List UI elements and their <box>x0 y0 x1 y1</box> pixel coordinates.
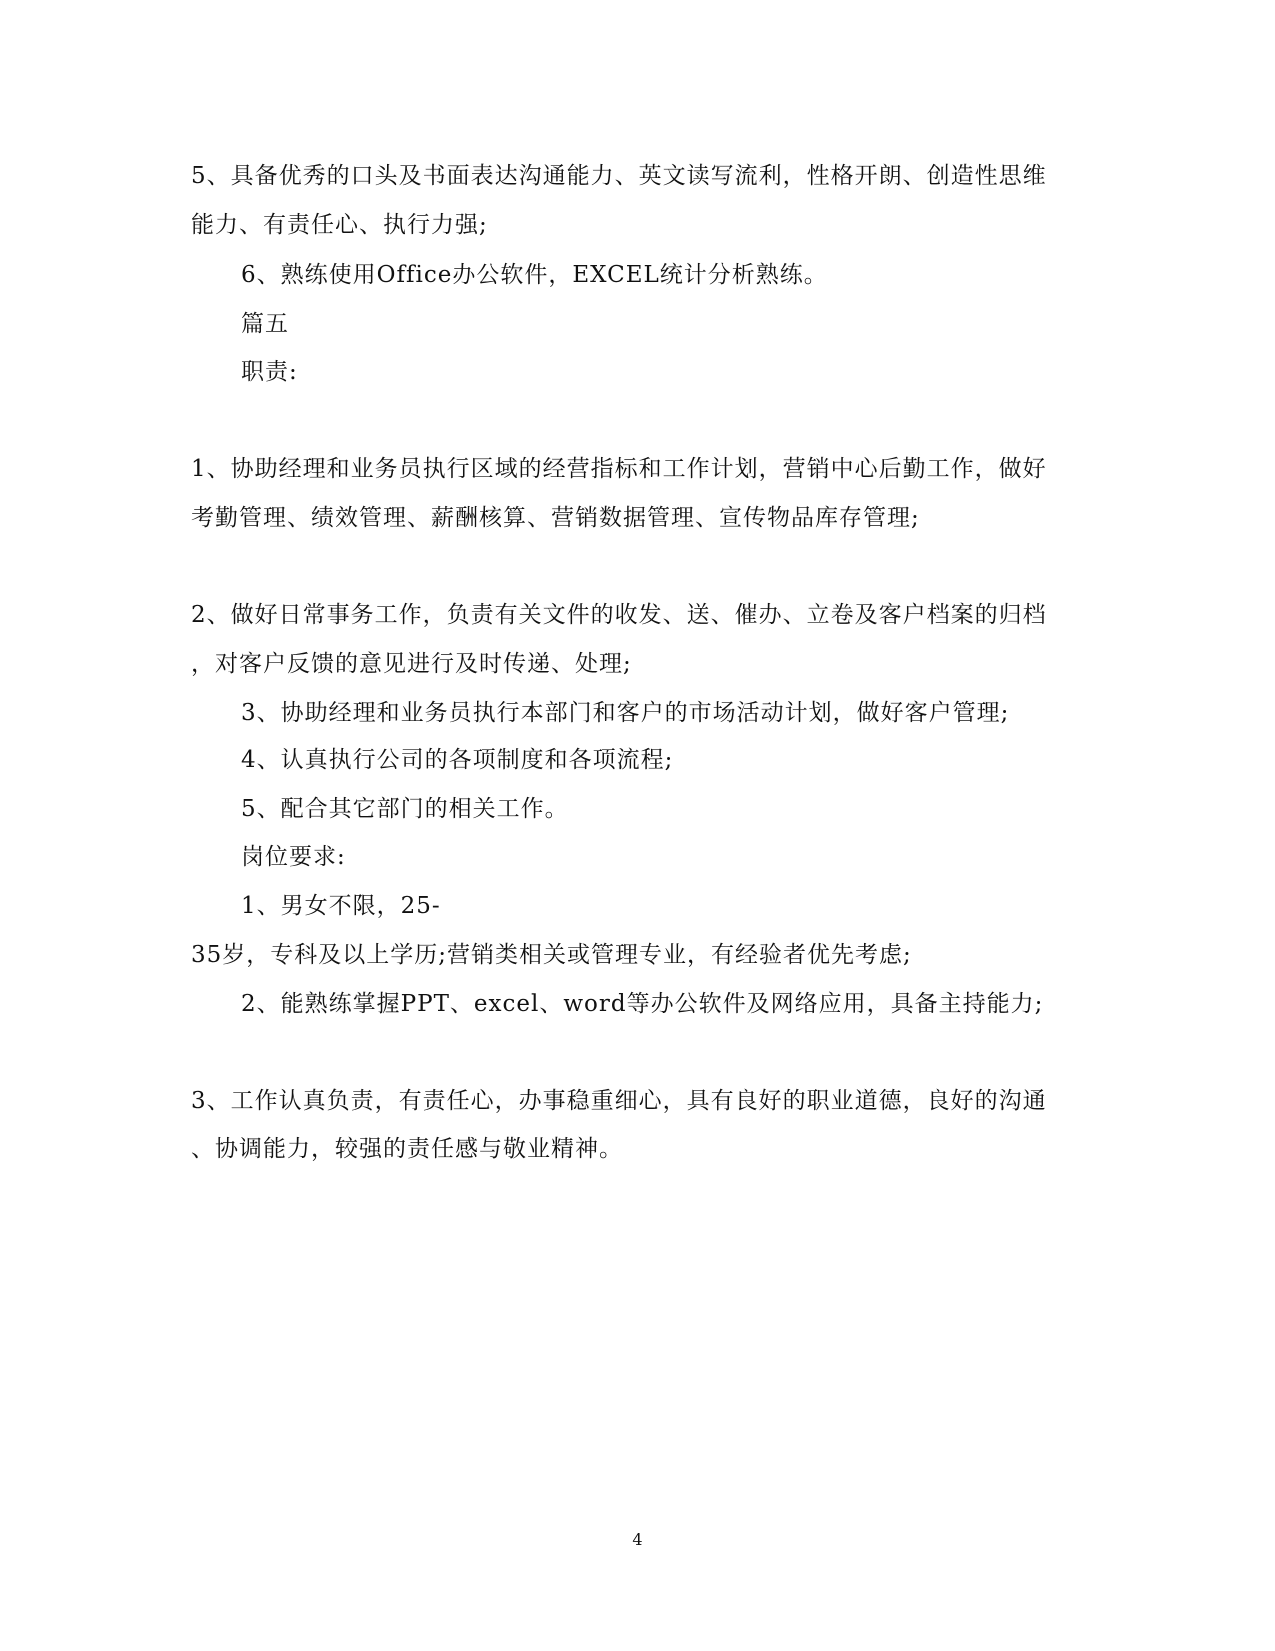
text-line: 3、工作认真负责，有责任心，办事稳重细心，具有良好的职业道德，良好的沟通 <box>191 1088 1047 1114</box>
text-line: 5、配合其它部门的相关工作。 <box>241 796 569 822</box>
section-heading: 篇五 <box>241 311 289 337</box>
text-line: 4、认真执行公司的各项制度和各项流程; <box>241 747 674 773</box>
text-line: 2、能熟练掌握PPT、excel、word等办公软件及网络应用，具备主持能力; <box>241 991 1044 1017</box>
section-subheading: 职责: <box>241 359 298 385</box>
text-line: 35岁，专科及以上学历;营销类相关或管理专业，有经验者优先考虑; <box>191 942 912 968</box>
text-line: 、协调能力，较强的责任感与敬业精神。 <box>191 1136 623 1162</box>
text-line: ，对客户反馈的意见进行及时传递、处理; <box>191 651 632 677</box>
text-line: 2、做好日常事务工作，负责有关文件的收发、送、催办、立卷及客户档案的归档 <box>191 602 1047 628</box>
text-line: 1、协助经理和业务员执行区域的经营指标和工作计划，营销中心后勤工作，做好 <box>191 456 1047 482</box>
section-subheading: 岗位要求: <box>241 844 346 870</box>
text-line: 能力、有责任心、执行力强; <box>191 212 488 238</box>
text-line: 6、熟练使用Office办公软件，EXCEL统计分析熟练。 <box>241 262 828 288</box>
text-line: 1、男女不限，25- <box>241 893 441 919</box>
text-line: 考勤管理、绩效管理、薪酬核算、营销数据管理、宣传物品库存管理; <box>191 505 920 531</box>
text-line: 3、协助经理和业务员执行本部门和客户的市场活动计划，做好客户管理; <box>241 700 1010 726</box>
page-number: 4 <box>632 1530 643 1549</box>
text-line: 5、具备优秀的口头及书面表达沟通能力、英文读写流利，性格开朗、创造性思维 <box>191 163 1047 189</box>
